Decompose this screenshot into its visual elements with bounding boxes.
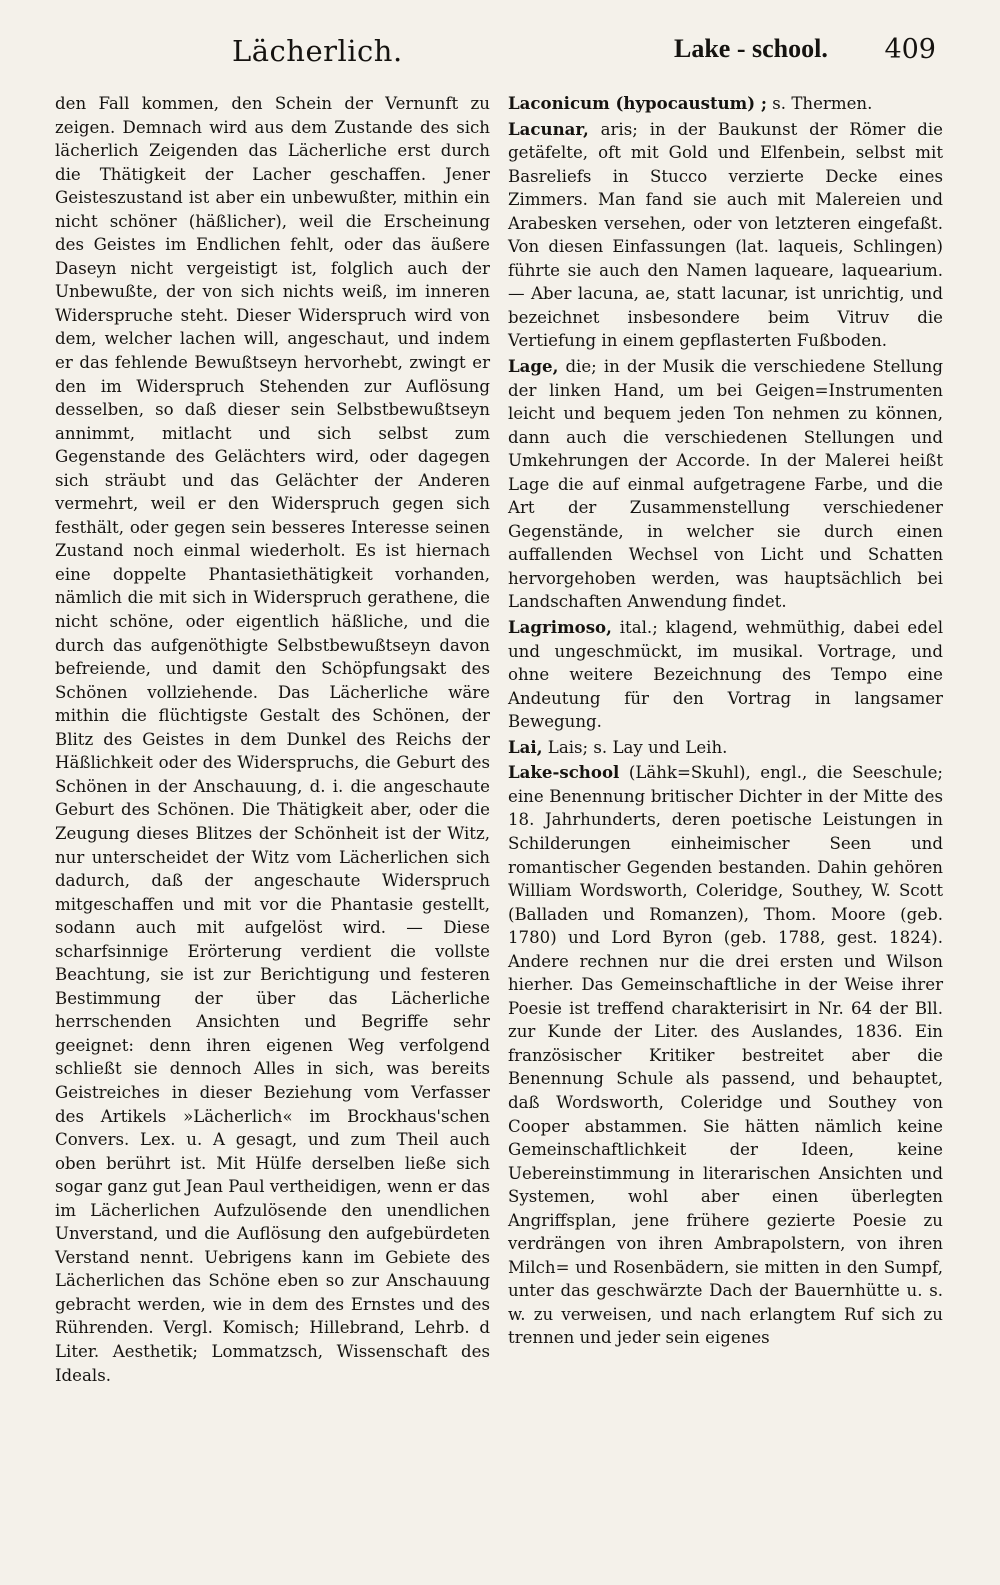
header-left-title: Lächerlich. xyxy=(232,34,403,68)
entry-lagrimoso xyxy=(508,616,943,734)
page-number: 409 xyxy=(884,34,936,65)
left-column-text: den Fall kommen, den Schein der Vernunft zu zeigen. Demnach wird aus dem Zustande des sich lächerlich Zeigenden das Lächerliche erst durch die Thätigkeit der Lacher geschaffen. Jener Geisteszustand ist aber ein unbewußter, mithin ein nicht schöner (häßlicher), weil die Erscheinung des Geistes im Endlichen fehlt, oder das äußere Daseyn nicht vergeistigt ist, folglich auch der Unbewußte, der von sich nichts weiß, im inneren Widerspruche steht. Dieser Widerspruch wird von dem, welcher lachen will, angeschaut, und indem er das fehlende Bewußtseyn hervorhebt, zwingt er den im Widerspruch Stehenden zur Auflösung desselben, so daß dieser sein Selbstbewußtseyn annimmt, mitlacht und sich selbst zum Gegenstande des Gelächters wird, oder dagegen sich sträubt und das Gelächter der Anderen vermehrt, weil er den Widerspruch gegen sich festhält, oder gegen sein besseres Interesse seinen Zustand noch einmal wiederholt. Es ist hiernach eine doppelte Phantasiethätigkeit vorhanden, nämlich die mit sich in Widerspruch gerathene, die nicht schöne, oder eigentlich häßliche, und die durch das aufgenöthigte Selbstbewußtseyn davon befreiende, und damit den Schöpfungsakt des Schönen vollziehende. Das Lächerliche wäre mithin die flüchtigste Gestalt des Schönen, der Blitz des Geistes in dem Dunkel des Reichs der Häßlichkeit oder des Widerspruchs, die Geburt des Schönen in der Anschauung, d. i. die angeschaute Geburt des Schönen. Die Thätigkeit aber, oder die Zeugung dieses Blitzes der Schönheit ist der Witz, nur unterscheidet der Witz vom Lächerlichen sich dadurch, daß der angeschaute Widerspruch mitgeschaffen und mit vor die Phantasie gestellt, sodann auch mit aufgelöst wird. — Diese scharfsinnige Erörterung verdient die vollste Beachtung, sie ist zur Berichtigung und festeren Bestimmung der über das Lächerliche herrschenden Ansichten und Begriffe sehr geeignet: denn ihren eigenen Weg verfolgend schließt sie dennoch Alles in sich, was bereits Geistreiches in dieser Beziehung vom Verfasser des Artikels »Lächerlich« im Brockhaus'schen Convers. Lex. u. A gesagt, und zum Theil auch oben berührt ist. Mit Hülfe derselben ließe sich sogar ganz gut Jean Paul vertheidigen, wenn er das im Lächerlichen Aufzulösende den unendlichen Unverstand, und die Auflösung den aufgebürdeten Verstand nennt. Uebrigens kann im Gebiete des Lächerlichen das Schöne eben so zur Anschauung gebracht werden, wie in dem des Ernstes und des Rührenden. Vergl. Komisch; Hillebrand, Lehrb. d Liter. Aesthetik; Lommatzsch, Wissenschaft des Ideals. xyxy=(55,94,490,1385)
entry-lacunar xyxy=(508,118,943,353)
entry-body: Lais; s. Lay und Leih. xyxy=(547,737,728,757)
entry-lemma: Lage, xyxy=(508,356,559,377)
entry-body: s. Thermen. xyxy=(772,94,873,113)
entry-body: ital.; klagend, wehmüthig, dabei edel und ungeschmückt, im musikal. Vortrage, und ohne weitere Bezeichnung des Tempo eine Andeutung für den Vortrag in langsamer Bewegung. xyxy=(508,618,943,732)
header-center-title: Lake - school. xyxy=(674,34,828,63)
entry-lemma: Lacunar, xyxy=(508,118,589,139)
entry-lemma: Lake-school xyxy=(508,762,620,783)
running-header xyxy=(52,34,948,82)
right-column xyxy=(508,92,943,1350)
left-column xyxy=(55,92,490,1387)
entry-lemma: Lai, xyxy=(508,736,543,757)
entry-lemma: Laconicum (hypocaustum) ; xyxy=(508,93,767,113)
entry-lage xyxy=(508,355,943,614)
entry-lake-school xyxy=(508,761,943,1350)
entry-body: (Lähk=Skuhl), engl., die Seeschule; eine Benennung britischer Dichter in der Mitte des 18. Jahrhunderts, deren poetische Leistungen in Schilderungen einheimischer Seen und romantischer Gegenden bestanden. Dahin gehören William Wordsworth, Coleridge, Southey, W. Scott (Balladen und Romanzen), Thom. Moore (geb. 1780) und Lord Byron (geb. 1788, gest. 1824). Andere rechnen nur die drei ersten und Wilson hierher. Das Gemeinschaftliche in der Weise ihrer Poesie ist treffend charakterisirt in Nr. 64 der Bll. zur Kunde der Liter. des Auslandes, 1836. Ein französischer Kritiker bestreitet aber die Benennung Schule als passend, und behauptet, daß Wordsworth, Coleridge und Southey von Cooper abstammen. Sie hätten nämlich keine Gemeinschaftlichkeit der Ideen, keine Uebereinstimmung in literarischen Ansichten und Systemen, wohl aber einen überlegten Angriffsplan, jene frühere gezierte Poesie zu verdrängen von ihren Ambrapolstern, von ihren Milch= und Rosenbädern, sie mitten in den Sumpf, unter das geschwärzte Dach der Bauernhütte u. s. w. zu verweisen, und nach erlangtem Ruf sich zu trennen und jeder sein eigenes xyxy=(508,763,943,1348)
entry-body: aris; in der Baukunst der Römer die getäfelte, oft mit Gold und Elfenbein, selbst mit Basreliefs in Stucco verzierte Decke eines Zimmers. Man fand sie auch mit Malereien und Arabesken versehen, oder von letzteren eingefaßt. Von diesen Einfassungen (lat. laqueis, Schlingen) führte sie auch den Namen laqueare, laquearium. — Aber lacuna, ae, statt lacunar, ist unrichtig, und bezeichnet insbesondere beim Vitruv die Vertiefung in einem gepflasterten Fußboden. xyxy=(508,119,943,351)
entry-body: die; in der Musik die verschiedene Stellung der linken Hand, um bei Geigen=Instrumenten leicht und bequem jeden Ton nehmen zu können, dann auch die verschiedenen Stellungen und Umkehrungen der Accorde. In der Malerei heißt Lage die auf einmal aufgetragene Farbe, und die Art der Zusammenstellung verschiedener Gegenstände, in welcher sie durch einen auffallenden Wechsel von Licht und Schatten hervorgehoben werden, was hauptsächlich bei Landschaften Anwendung findet. xyxy=(508,357,943,612)
entry-laconicum xyxy=(508,92,943,116)
entry-lemma: Lagrimoso, xyxy=(508,617,612,638)
entry-lai xyxy=(508,736,943,760)
